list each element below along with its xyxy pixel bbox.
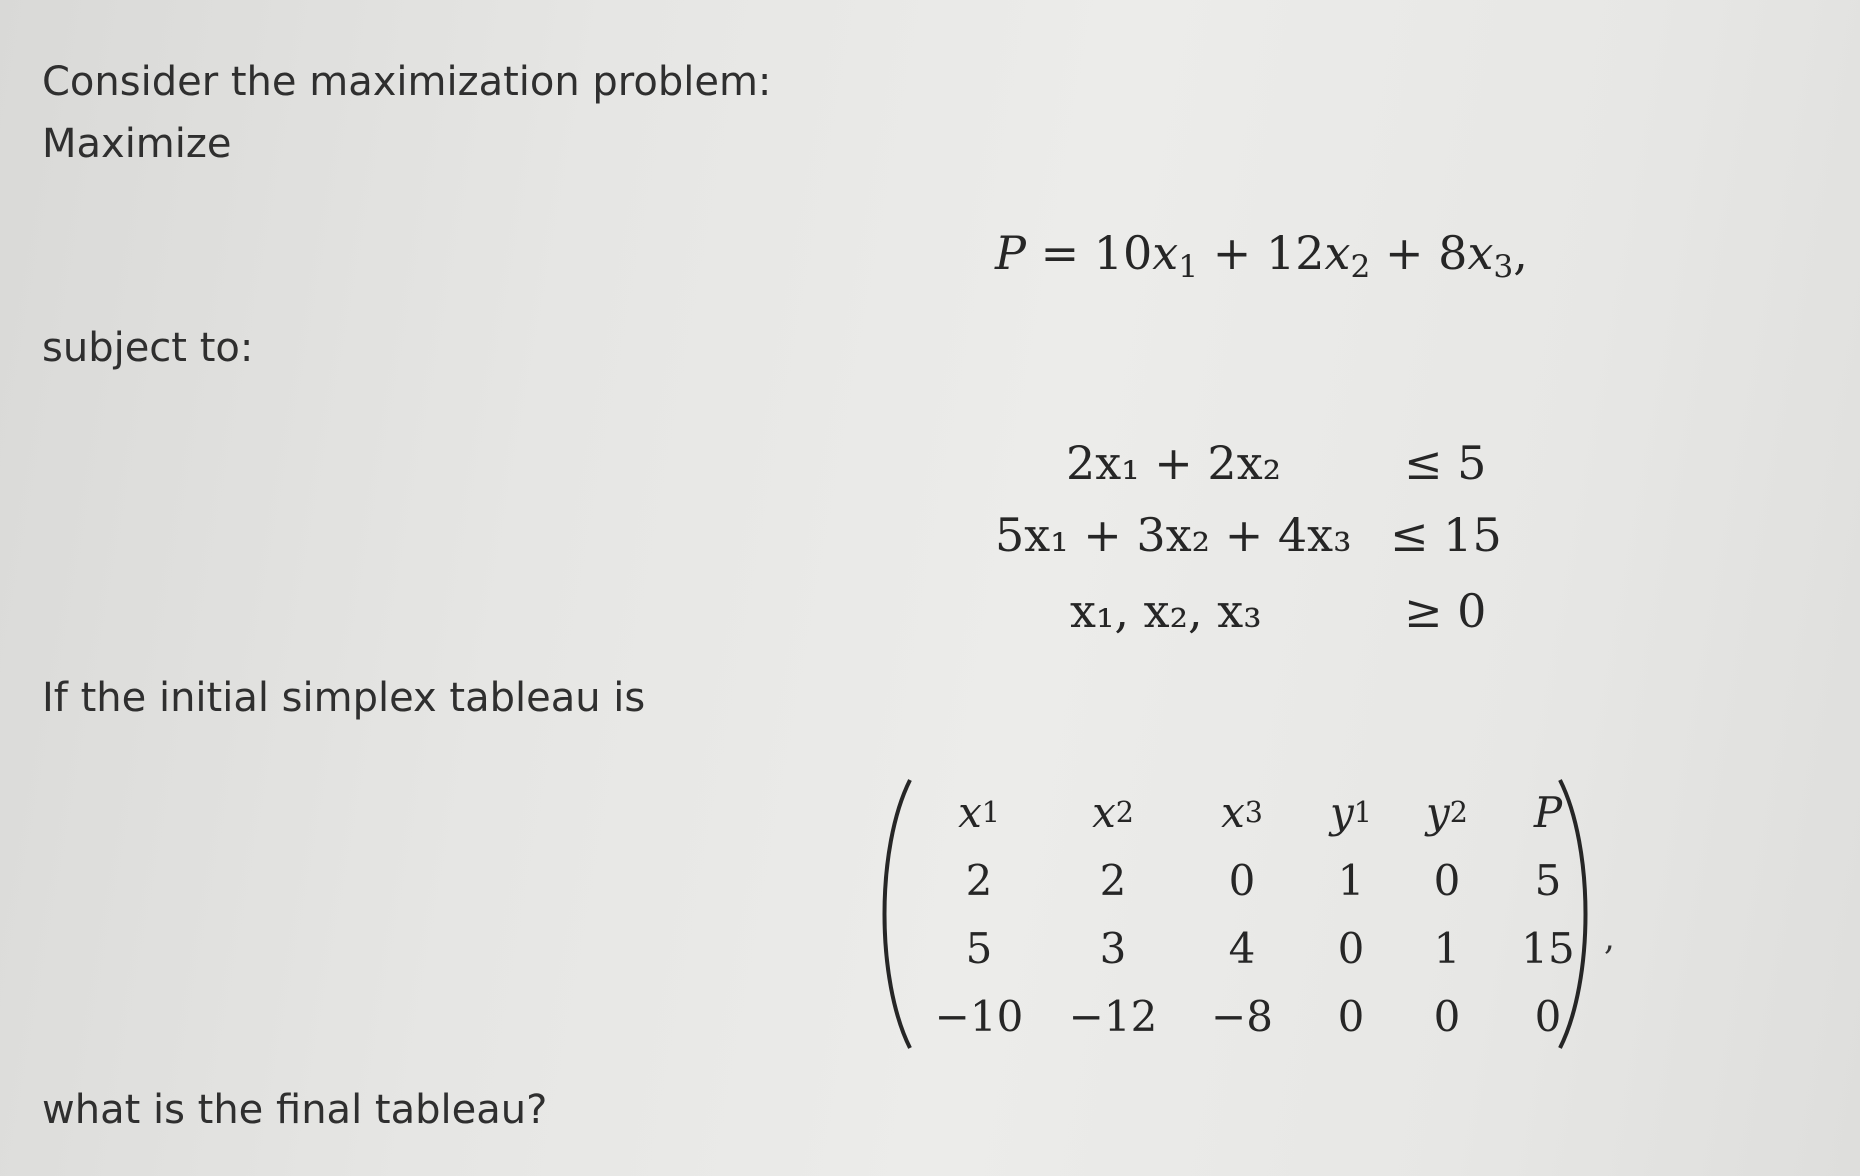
- cell-r3-c5: 0: [1433, 991, 1461, 1041]
- constraint-3-relation: [1404, 584, 1487, 638]
- cell-r2-c1: 5: [965, 923, 993, 973]
- sub-1: 1: [1178, 248, 1199, 285]
- coef-1: 10: [1093, 226, 1153, 280]
- tableau-trailing-comma: ,: [1604, 918, 1615, 958]
- constraint-3-lhs: x₁, x₂, x₃: [1070, 584, 1262, 638]
- cell-r3-c2: −12: [1068, 991, 1158, 1041]
- header-x1: x 1: [958, 787, 1000, 837]
- cell-r3-c6: 0: [1534, 991, 1562, 1041]
- header-x3: x 3: [1221, 787, 1263, 837]
- header-y2: y 2: [1426, 787, 1468, 837]
- header-p: P: [1533, 787, 1563, 837]
- subject-to-label: subject to:: [42, 325, 254, 371]
- intro-text: Consider the maximization problem:: [42, 59, 772, 105]
- tableau-intro: If the initial simplex tableau is: [42, 675, 646, 721]
- plus-1: +: [1212, 226, 1252, 280]
- right-parenthesis: [1556, 778, 1600, 1050]
- left-parenthesis: [870, 778, 914, 1050]
- header-y1: y 1: [1330, 787, 1372, 837]
- coef-2: 12: [1265, 226, 1325, 280]
- cell-r2-c4: 0: [1337, 923, 1365, 973]
- constraint-1-rel: ≤: [1404, 436, 1443, 490]
- tableau-grid: [914, 778, 1575, 1050]
- objective-equals: =: [1040, 226, 1080, 280]
- var-1: x: [1152, 226, 1179, 280]
- cell-r1-c2: 2: [1099, 855, 1127, 905]
- constraint-1-lhs: 2x₁ + 2x₂: [1066, 436, 1282, 490]
- cell-r3-c1: −10: [934, 991, 1024, 1041]
- cell-r3-c3: −8: [1211, 991, 1273, 1041]
- cell-r2-c2: 3: [1099, 923, 1127, 973]
- cell-r1-c6: 5: [1534, 855, 1562, 905]
- objective-lhs: P: [995, 226, 1026, 280]
- maximize-label: Maximize: [42, 121, 232, 167]
- cell-r2-c6: 15: [1521, 923, 1575, 973]
- constraint-2-lhs: 5x₁ + 3x₂ + 4x₃: [995, 508, 1352, 562]
- cell-r2-c3: 4: [1228, 923, 1256, 973]
- cell-r3-c4: 0: [1337, 991, 1365, 1041]
- constraint-2-rhs: 15: [1443, 508, 1502, 562]
- var-3: x: [1467, 226, 1494, 280]
- coef-3: 8: [1438, 226, 1468, 280]
- sub-3: 3: [1493, 248, 1514, 285]
- cell-r1-c5: 0: [1433, 855, 1461, 905]
- constraint-2-rel: ≤: [1390, 508, 1429, 562]
- cell-r1-c4: 1: [1337, 855, 1365, 905]
- sub-2: 2: [1350, 248, 1371, 285]
- var-2: x: [1324, 226, 1351, 280]
- cell-r1-c1: 2: [965, 855, 993, 905]
- simplex-tableau: [870, 778, 1600, 1050]
- constraint-3-rel: ≥: [1404, 584, 1443, 638]
- objective-comma: ,: [1513, 226, 1528, 280]
- cell-r2-c5: 1: [1433, 923, 1461, 973]
- plus-2: +: [1384, 226, 1424, 280]
- cell-r1-c3: 0: [1228, 855, 1256, 905]
- constraint-2-relation: [1390, 508, 1502, 562]
- objective-function: [995, 226, 1528, 285]
- constraint-3-rhs: 0: [1457, 584, 1487, 638]
- constraint-1-relation: [1404, 436, 1487, 490]
- question-text: what is the final tableau?: [42, 1087, 548, 1133]
- header-x2: x 2: [1092, 787, 1134, 837]
- constraint-1-rhs: 5: [1457, 436, 1487, 490]
